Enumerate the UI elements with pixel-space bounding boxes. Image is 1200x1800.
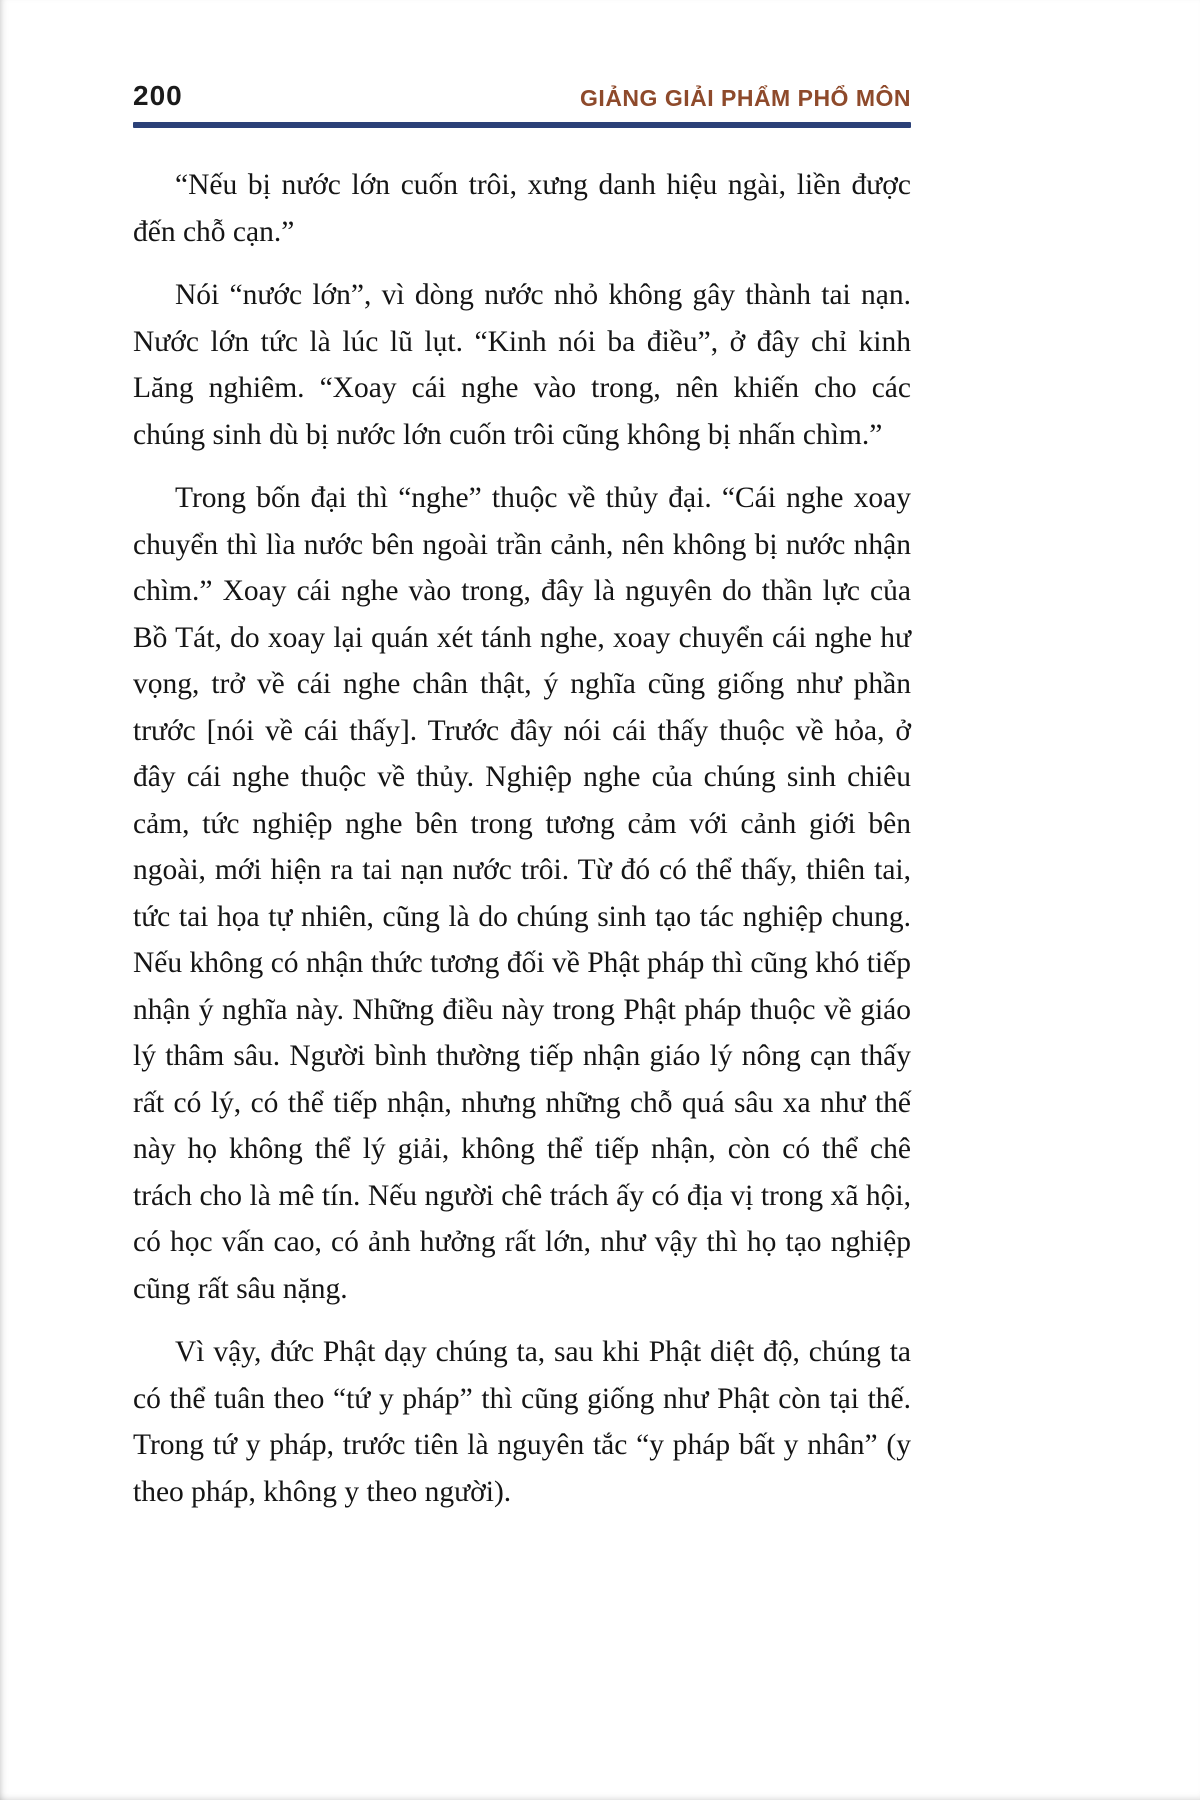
body-text <box>133 162 911 1515</box>
running-title: GIẢNG GIẢI PHẨM PHỔ MÔN <box>580 85 911 111</box>
page-number: 200 <box>133 80 183 111</box>
page-content <box>133 82 911 1532</box>
paragraph: Vì vậy, đức Phật dạy chúng ta, sau khi Phật diệt độ, chúng ta có thể tuân theo “tứ y pháp” thì cũng giống như Phật còn tại thế. Trong tứ y pháp, trước tiên là nguyên tắc “y pháp bất y nhân” (y theo pháp, không y theo người). <box>133 1336 911 1508</box>
page-header <box>133 82 911 110</box>
paragraph: Trong bốn đại thì “nghe” thuộc về thủy đại. “Cái nghe xoay chuyển thì lìa nước bên ngoài trần cảnh, nên không bị nước nhận chìm.” Xoay cái nghe vào trong, đây là nguyên do thần lực của Bồ Tát, do xoay lại quán xét tánh nghe, xoay chuyển cái nghe hư vọng, trở về cái nghe chân thật, ý nghĩa cũng giống như phần trước [nói về cái thấy]. Trước đây nói cái thấy thuộc về hỏa, ở đây cái nghe thuộc về thủy. Nghiệp nghe của chúng sinh chiêu cảm, tức nghiệp nghe bên trong tương cảm với cảnh giới bên ngoài, mới hiện ra tai nạn nước trôi. Từ đó có thể thấy, thiên tai, tức tai họa tự nhiên, cũng là do chúng sinh tạo tác nghiệp chung. Nếu không có nhận thức tương đối về Phật pháp thì cũng khó tiếp nhận ý nghĩa này. Những điều này trong Phật pháp thuộc về giáo lý thâm sâu. Người bình thường tiếp nhận giáo lý nông cạn thấy rất có lý, có thể tiếp nhận, nhưng những chỗ quá sâu xa như thế này họ không thể lý giải, không thể tiếp nhận, còn có thể chê trách cho là mê tín. Nếu người chê trách ấy có địa vị trong xã hội, có học vấn cao, có ảnh hưởng rất lớn, như vậy thì họ tạo nghiệp cũng rất sâu nặng. <box>133 482 911 1305</box>
paragraph: Nói “nước lớn”, vì dòng nước nhỏ không gây thành tai nạn. Nước lớn tức là lúc lũ lụt. “Kinh nói ba điều”, ở đây chỉ kinh Lăng nghiêm. “Xoay cái nghe vào trong, nên khiến cho các chúng sinh dù bị nước lớn cuốn trôi cũng không bị nhấn chìm.” <box>133 279 911 451</box>
paragraph: “Nếu bị nước lớn cuốn trôi, xưng danh hiệu ngài, liền được đến chỗ cạn.” <box>133 169 911 248</box>
header-rule <box>133 122 911 128</box>
